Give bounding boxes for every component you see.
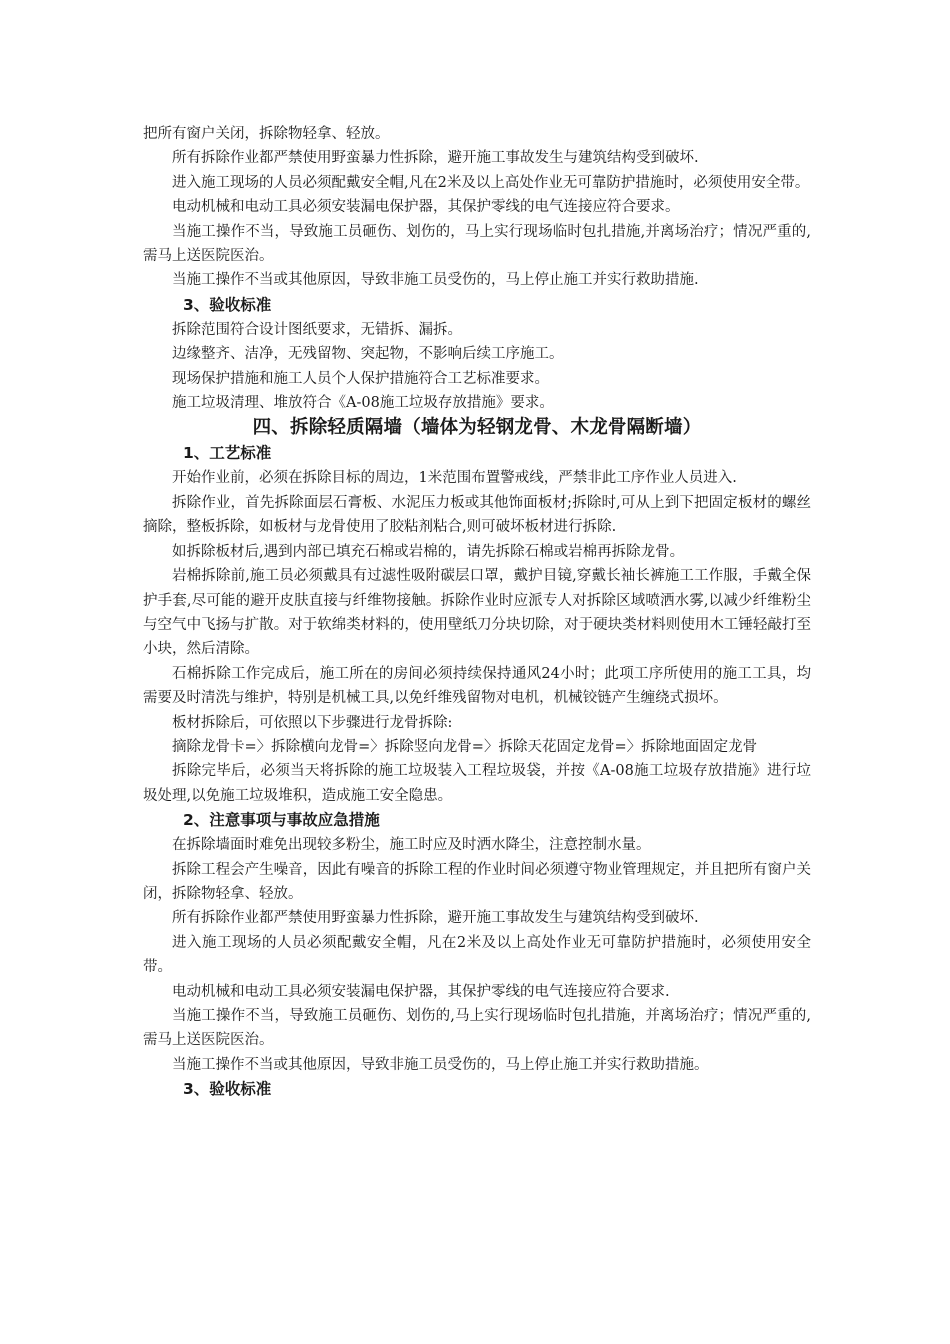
paragraph: 进入施工现场的人员必须配戴安全帽，凡在2米及以上高处作业无可靠防护措施时，必须使用安全带。 — [143, 934, 811, 976]
paragraph: 当施工操作不当或其他原因，导致非施工员受伤的，马上停止施工并实行救助措施。 — [172, 1056, 709, 1073]
paragraph: 当施工操作不当，导致施工员砸伤、划伤的，马上实行现场临时包扎措施,并离场治疗；情况严重的,需马上送医院医治。 — [143, 223, 811, 265]
paragraph: 板材拆除后，可依照以下步骤进行龙骨拆除: — [172, 714, 453, 731]
paragraph: 施工垃圾清理、堆放符合《A-08施工垃圾存放措施》要求。 — [172, 395, 554, 412]
paragraph: 当施工操作不当或其他原因，导致非施工员受伤的，马上停止施工并实行救助措施. — [172, 272, 699, 289]
paragraph: 开始作业前，必须在拆除目标的周边，1米范围布置警戒线，严禁非此工序作业人员进入. — [172, 470, 737, 487]
paragraph: 拆除工程会产生噪音，因此有噪音的拆除工程的作业时间必须遵守物业管理规定，并且把所有窗户关闭，拆除物轻拿、轻放。 — [143, 861, 811, 902]
subsection-heading: 2、注意事项与事故应急措施 — [183, 811, 380, 830]
paragraph: 拆除范围符合设计图纸要求，无错拆、漏拆。 — [172, 321, 462, 338]
section-heading: 四、拆除轻质隔墙（墙体为轻钢龙骨、木龙骨隔断墙） — [252, 417, 702, 439]
paragraph: 岩棉拆除前,施工员必须戴具有过滤性吸附碳层口罩，戴护目镜,穿戴长袖长裤施工工作服，手戴全保护手套,尽可能的避开皮肤直接与纤维物接触。拆除作业时应派专人对拆除区域喷洒水雾,以减少纤维粉尘与空气中飞扬与扩散。对于软绵类材料的，使用壁纸刀分块切除，对于硬块类材料则使用木工锤轻敲打至小块，然后清除。 — [143, 568, 811, 658]
paragraph: 拆除完毕后，必须当天将拆除的施工垃圾装入工程垃圾袋，并按《A-08施工垃圾存放措施》进行垃圾处理,以免施工垃圾堆积，造成施工安全隐患。 — [143, 763, 811, 804]
paragraph: 进入施工现场的人员必须配戴安全帽,凡在2米及以上高处作业无可靠防护措施时，必须使用安全带。 — [172, 174, 810, 191]
paragraph: 如拆除板材后,遇到内部已填充石棉或岩棉的，请先拆除石棉或岩棉再拆除龙骨。 — [172, 543, 685, 560]
paragraph: 把所有窗户关闭，拆除物轻拿、轻放。 — [143, 126, 390, 142]
paragraph: 所有拆除作业都严禁使用野蛮暴力性拆除，避开施工事故发生与建筑结构受到破坏. — [172, 910, 699, 927]
paragraph: 所有拆除作业都严禁使用野蛮暴力性拆除，避开施工事故发生与建筑结构受到破坏. — [172, 150, 699, 167]
paragraph: 现场保护措施和施工人员个人保护措施符合工艺标准要求。 — [172, 370, 549, 387]
subsection-heading: 3、验收标准 — [183, 295, 272, 314]
paragraph: 石棉拆除工作完成后，施工所在的房间必须持续保持通风24小时；此项工序所使用的施工工具，均需要及时清洗与维护，特别是机械工具,以免纤维残留物对电机，机械铰链产生缠绕式损坏。 — [143, 665, 811, 707]
paragraph: 边缘整齐、洁净，无残留物、突起物，不影响后续工序施工。 — [172, 346, 564, 363]
paragraph: 拆除作业，首先拆除面层石膏板、水泥压力板或其他饰面板材;拆除时,可从上到下把固定板材的螺丝摘除，整板拆除，如板材与龙骨使用了胶粘剂粘合,则可破坏板材进行拆除. — [143, 494, 811, 536]
document-body — [143, 122, 811, 1102]
paragraph: 摘除龙骨卡=〉拆除横向龙骨=〉拆除竖向龙骨=〉拆除天花固定龙骨=〉拆除地面固定龙骨 — [172, 738, 758, 755]
subsection-heading: 1、工艺标准 — [183, 444, 272, 463]
paragraph: 在拆除墙面时难免出现较多粉尘，施工时应及时洒水降尘，注意控制水量。 — [172, 837, 651, 854]
subsection-heading: 3、验收标准 — [183, 1080, 272, 1099]
paragraph: 电动机械和电动工具必须安装漏电保护器，其保护零线的电气连接应符合要求. — [172, 983, 670, 1000]
paragraph: 电动机械和电动工具必须安装漏电保护器，其保护零线的电气连接应符合要求。 — [172, 199, 680, 216]
paragraph: 当施工操作不当，导致施工员砸伤、划伤的,马上实行现场临时包扎措施，并离场治疗；情况严重的,需马上送医院医治。 — [143, 1008, 811, 1049]
